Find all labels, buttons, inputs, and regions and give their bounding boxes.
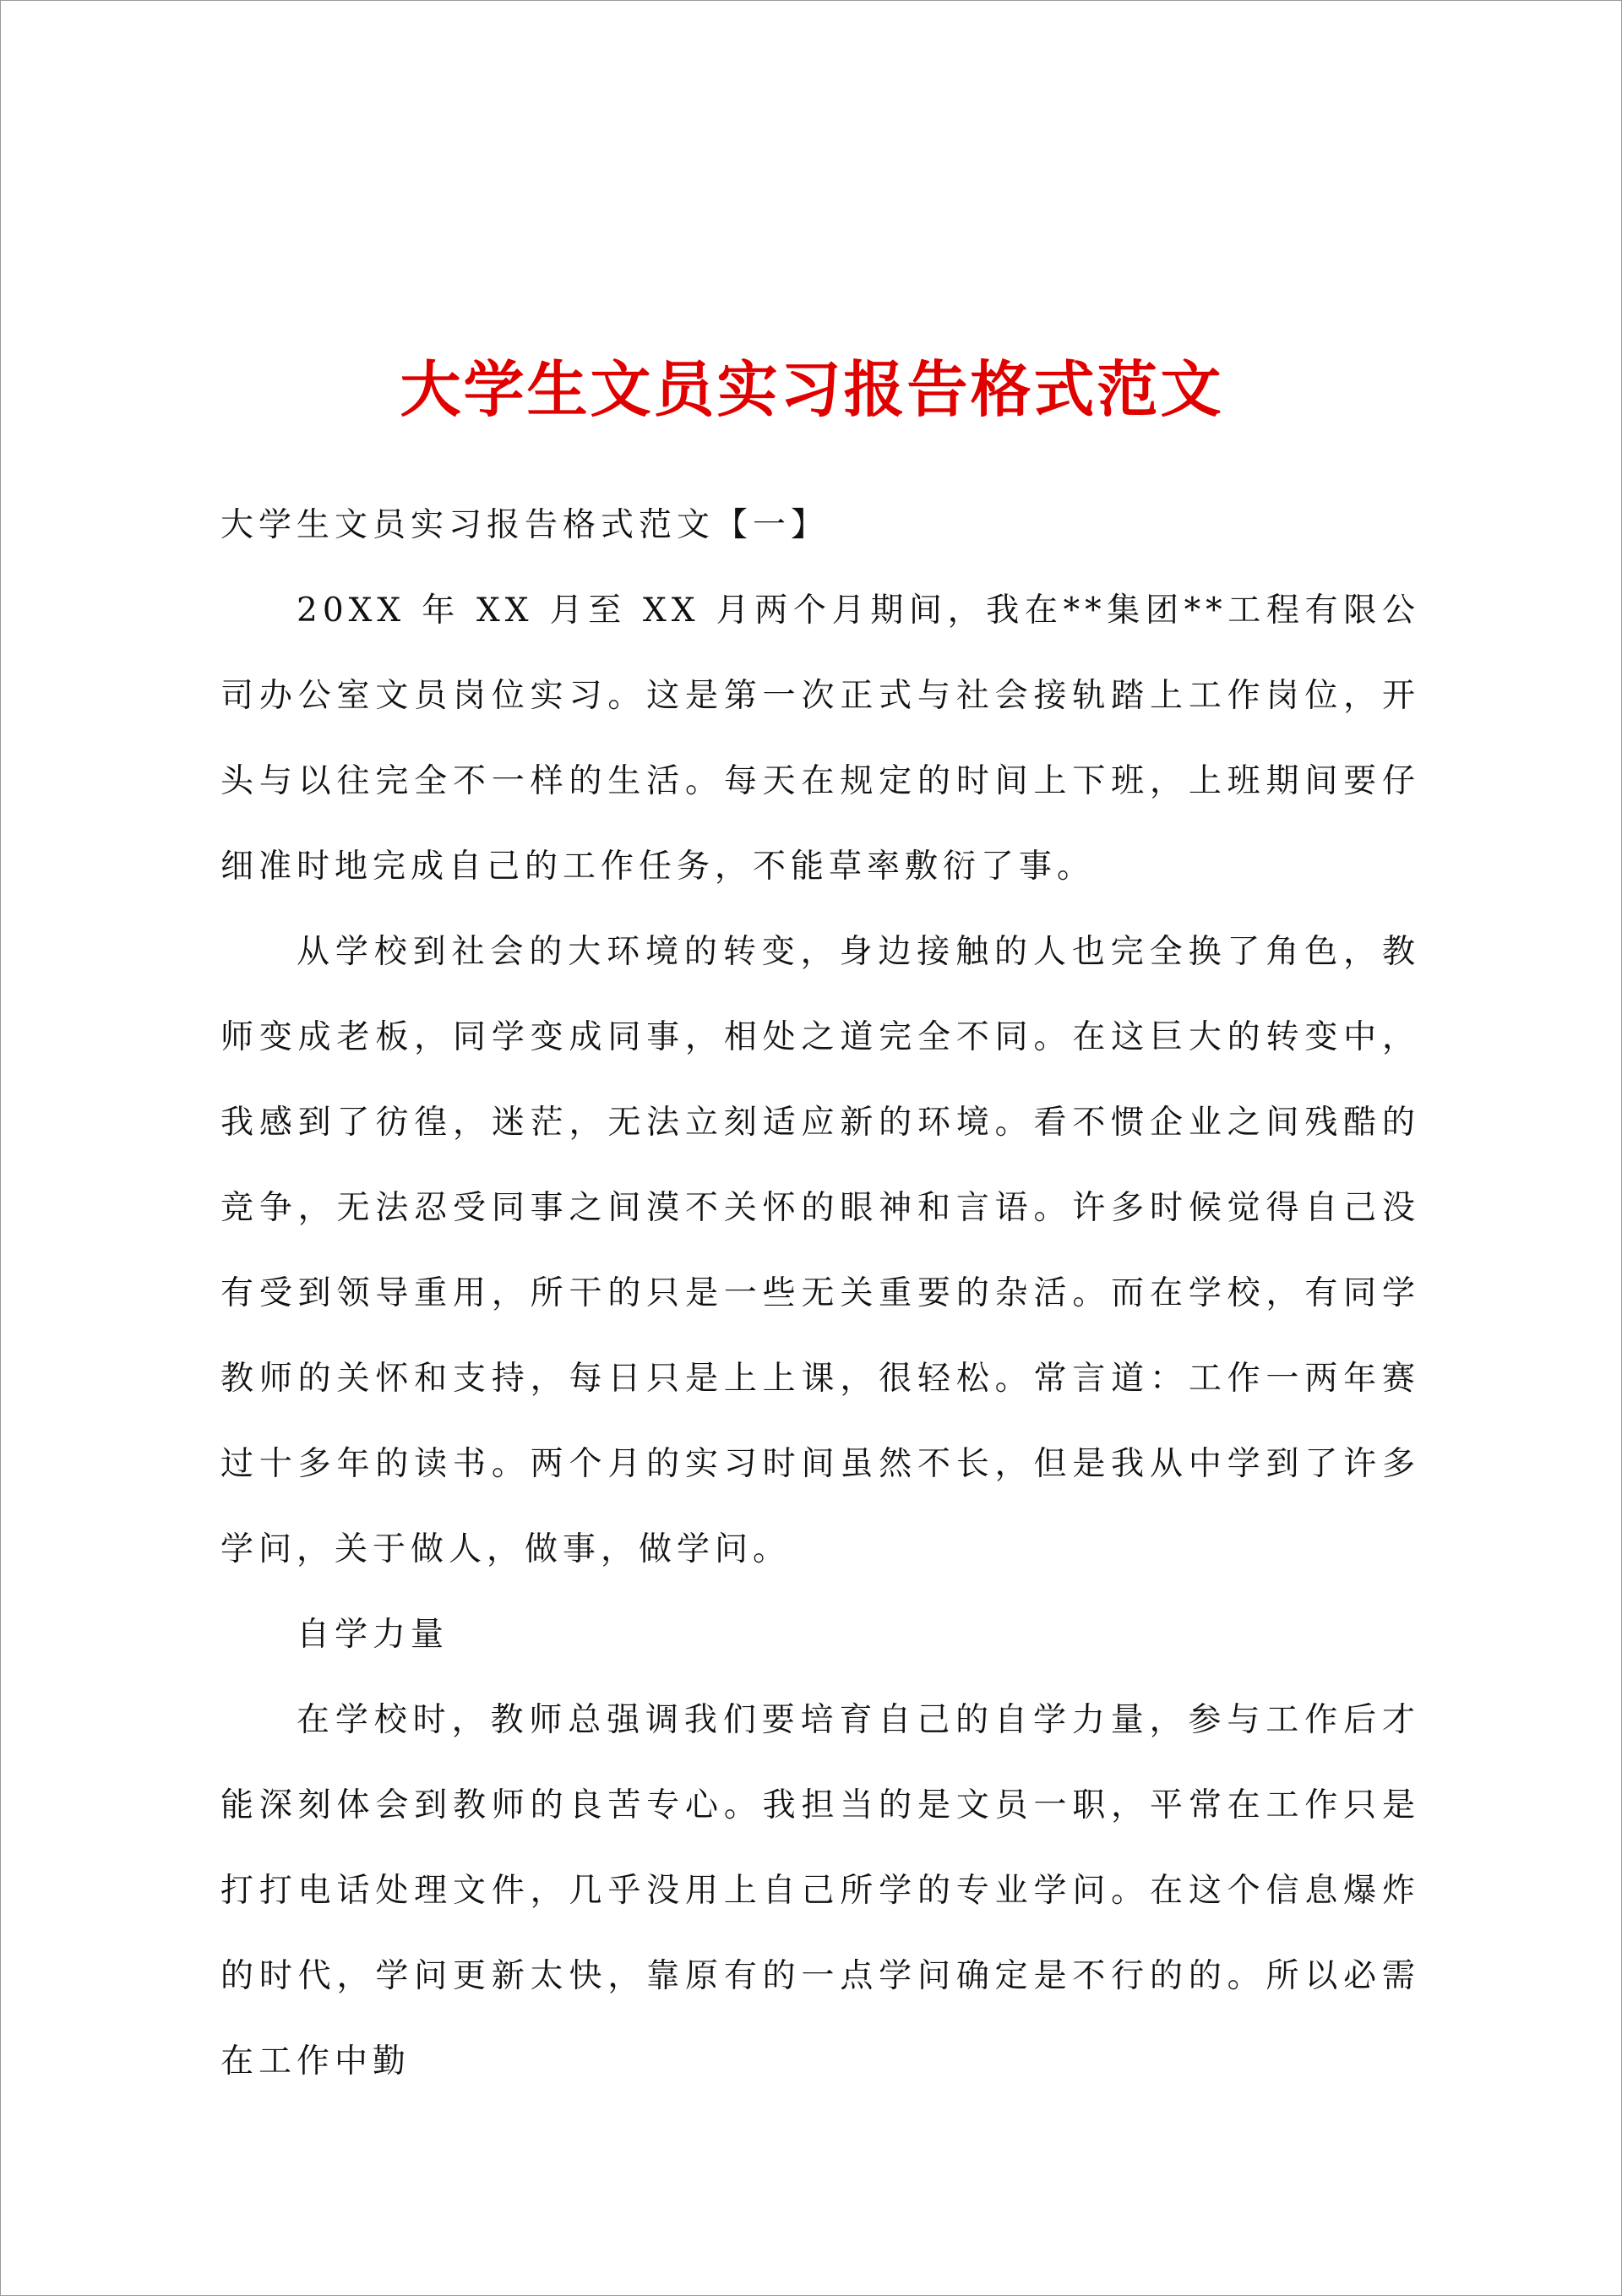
paragraph: 20XX 年 XX 月至 XX 月两个月期间，我在**集团**工程有限公司办公室文员岗位实习。这是第一次正式与社会接轨踏上工作岗位，开头与以往完全不一样的生活。每天在规定的时间上下班，上班期间要仔细准时地完成自己的工作任务，不能草率敷衍了事。 xyxy=(220,592,1420,886)
paragraph: 从学校到社会的大环境的转变，身边接触的人也完全换了角色，教师变成老板，同学变成同事，相处之道完全不同。在这巨大的转变中，我感到了彷徨，迷茫，无法立刻适应新的环境。看不惯企业之间残酷的竞争，无法忍受同事之间漠不关怀的眼神和言语。许多时候觉得自己没有受到领导重用，所干的只是一些无关重要的杂活。而在学校，有同学教师的关怀和支持，每日只是上上课，很轻松。常言道：工作一两年赛过十多年的读书。两个月的实习时间虽然不长，但是我从中学到了许多学问，关于做人，做事，做学问。 xyxy=(220,933,1420,1568)
document-subtitle: 大学生文员实习报告格式范文【一】 xyxy=(220,506,830,544)
document-title: 大学生文员实习报告格式范文 xyxy=(400,353,1224,425)
paragraph: 在学校时，教师总强调我们要培育自己的自学力量，参与工作后才能深刻体会到教师的良苦专心。我担当的是文员一职，平常在工作只是打打电话处理文件，几乎没用上自己所学的专业学问。在这个信息爆炸的时代，学问更新太快，靠原有的一点学问确定是不行的的。所以必需在工作中勤 xyxy=(220,1701,1420,2081)
section-heading: 自学力量 xyxy=(297,1616,449,1654)
document-body xyxy=(220,483,1420,2104)
